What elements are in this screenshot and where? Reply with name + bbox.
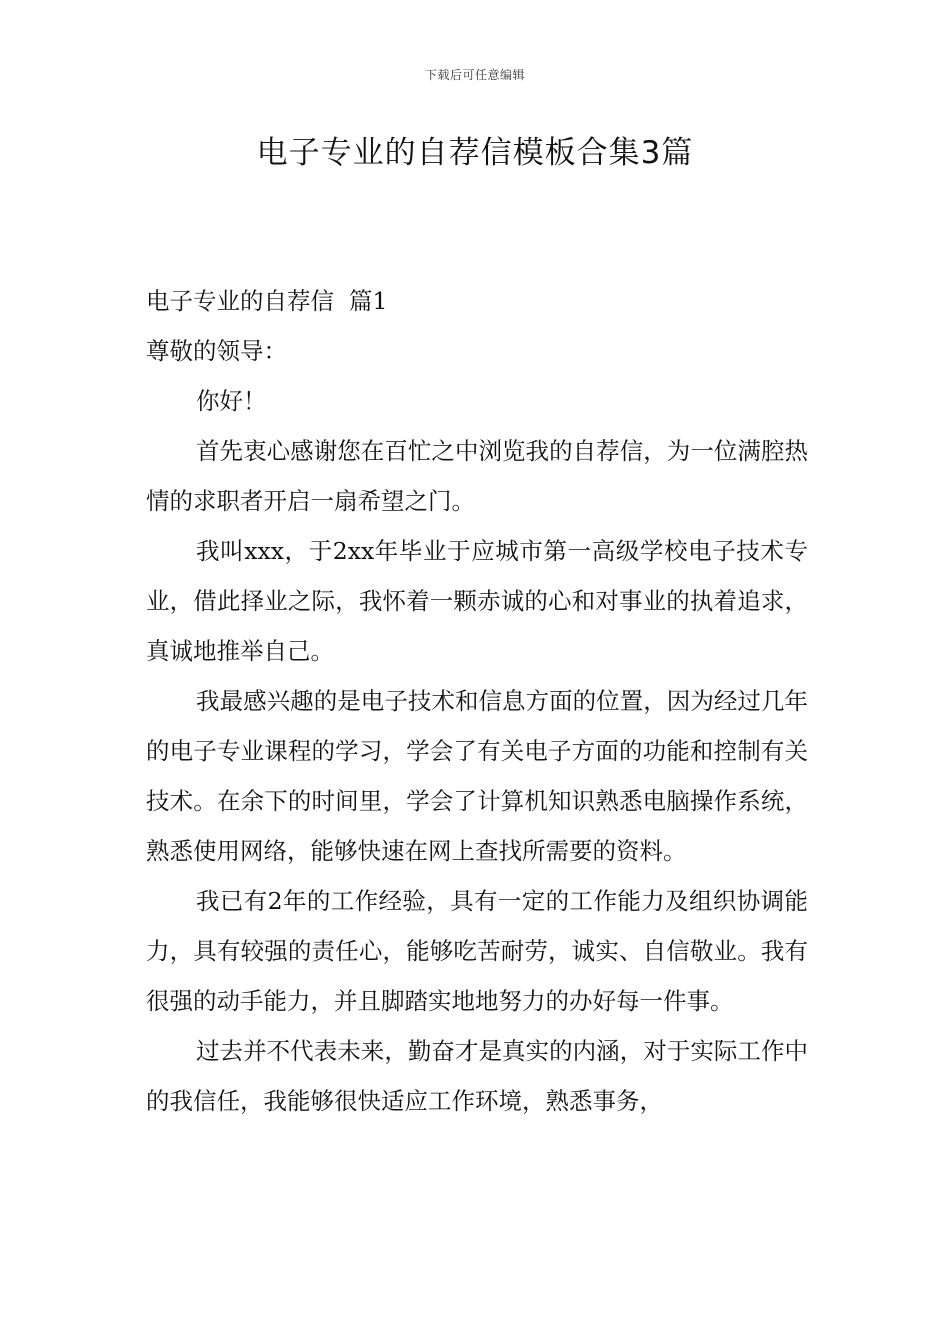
paragraph-2: 我叫xxx，于2xx年毕业于应城市第一高级学校电子技术专业，借此择业之际，我怀着一颗赤诚的心和对事业的执着追求，真诚地推举自己。	[146, 537, 808, 665]
document-body	[146, 276, 808, 1126]
header-note: 下载后可任意编辑	[424, 68, 525, 82]
greeting: 你好！	[196, 387, 267, 415]
paragraph-3: 我最感兴趣的是电子技术和信息方面的位置，因为经过几年的电子专业课程的学习，学会了有关电子方面的功能和控制有关技术。在余下的时间里，学会了计算机知识熟悉电脑操作系统，熟悉使用网络，能够快速在网上查找所需要的资料。	[146, 687, 808, 865]
section-heading: 电子专业的自荐信 篇1	[146, 287, 388, 315]
salutation: 尊敬的领导：	[146, 337, 287, 365]
paragraph-5: 过去并不代表未来，勤奋才是真实的内涵，对于实际工作中的我信任，我能够很快适应工作环境，熟悉事务，	[146, 1037, 808, 1115]
paragraph-1: 首先衷心感谢您在百忙之中浏览我的自荐信，为一位满腔热情的求职者开启一扇希望之门。	[146, 437, 808, 515]
document-title: 电子专业的自荐信模板合集3篇	[256, 135, 694, 171]
paragraph-4: 我已有2年的工作经验，具有一定的工作能力及组织协调能力，具有较强的责任心，能够吃苦耐劳，诚实、自信敬业。我有很强的动手能力，并且脚踏实地地努力的办好每一件事。	[146, 887, 808, 1015]
